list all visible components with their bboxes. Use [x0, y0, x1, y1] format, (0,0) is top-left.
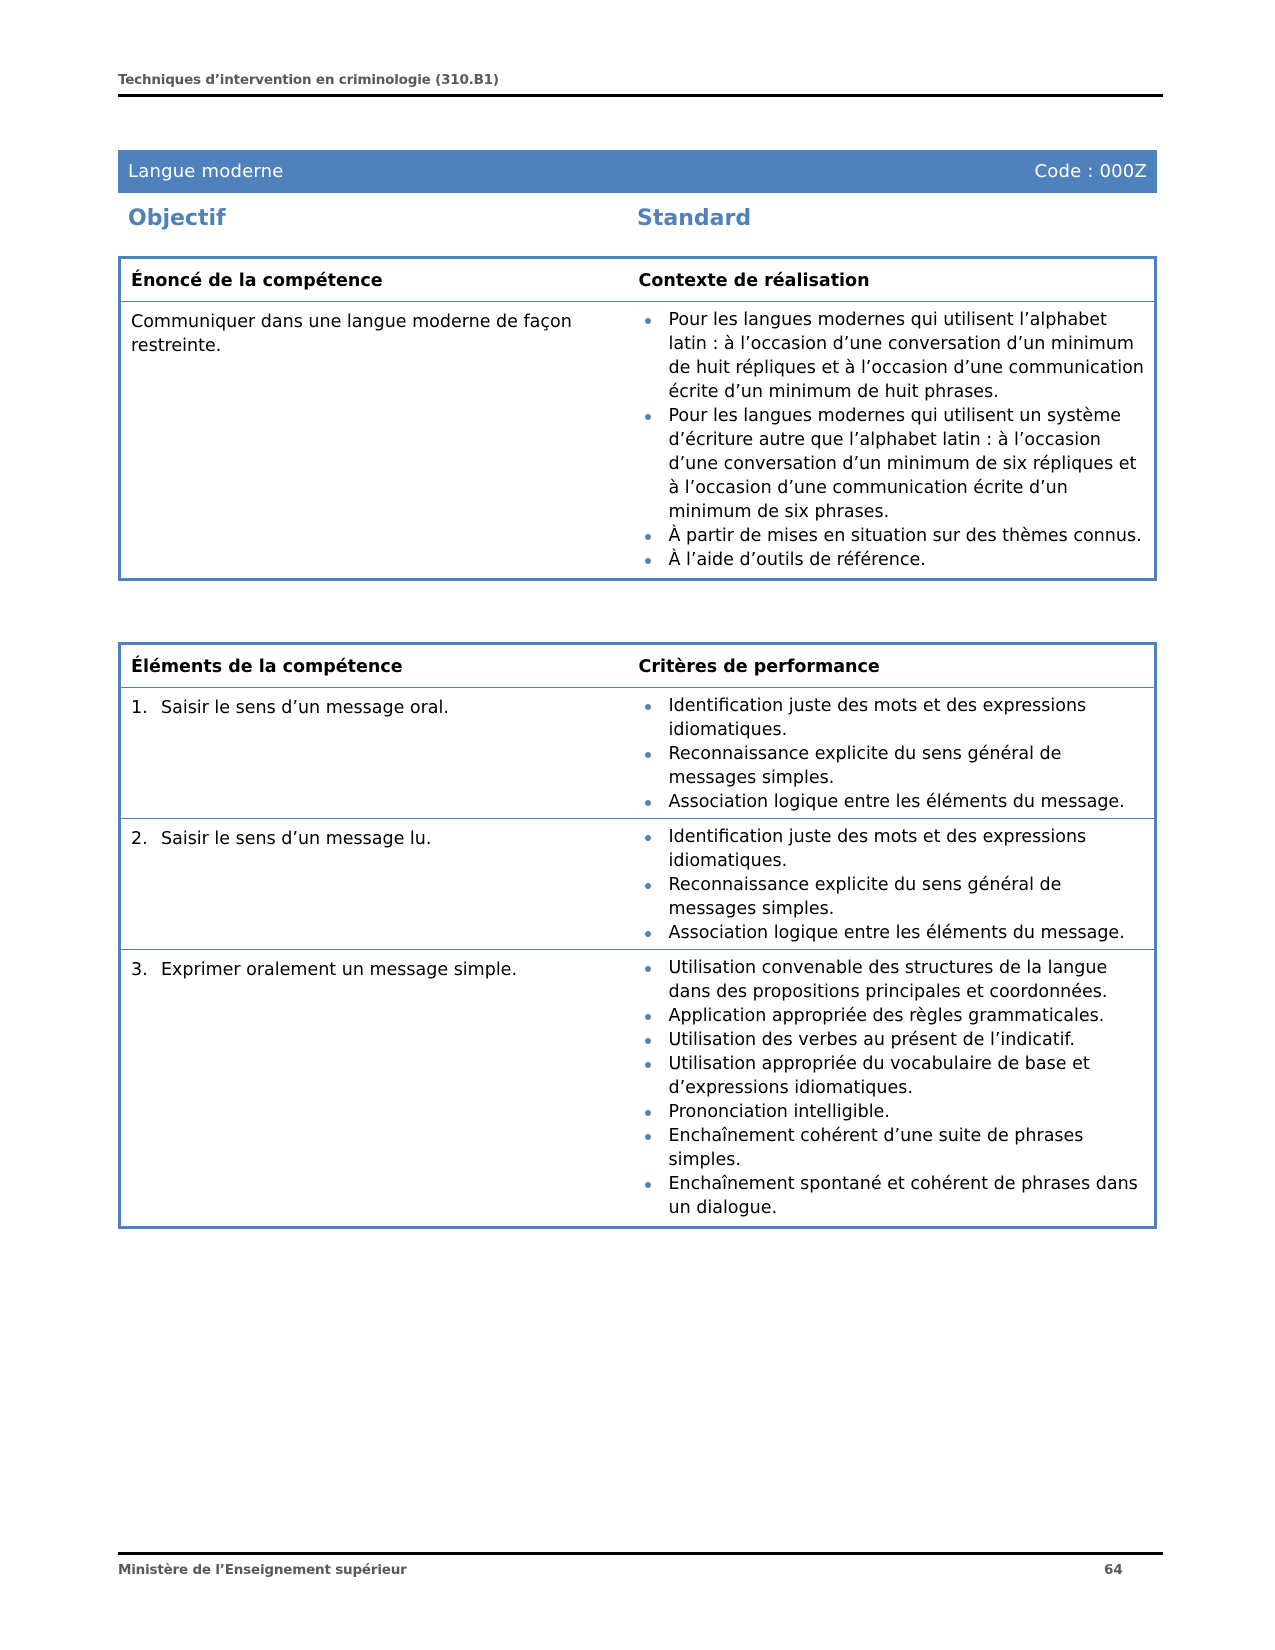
page-number: 64	[1104, 1562, 1123, 1578]
list-item: Identification juste des mots et des expressions idiomatiques.	[639, 694, 1145, 742]
enonce-text: Communiquer dans une langue moderne de façon restreinte.	[131, 312, 572, 356]
list-item: Reconnaissance explicite du sens général de messages simples.	[639, 873, 1145, 921]
elements-header: Éléments de la compétence	[120, 644, 629, 688]
enonce-table	[118, 256, 1157, 581]
list-item: Enchaînement spontané et cohérent de phrases dans un dialogue.	[639, 1172, 1145, 1220]
competency-title: Langue moderne	[128, 161, 284, 182]
criteres-list	[639, 825, 1145, 945]
header-rule	[118, 94, 1163, 97]
element-text: Saisir le sens d’un message oral.	[161, 698, 449, 718]
element-number: 2.	[131, 829, 148, 849]
table-row	[120, 950, 1156, 1228]
list-item: Pour les langues modernes qui utilisent l’alphabet latin : à l’occasion d’une conversation d’un minimum de huit répliques et à l’occasion d’une communication écrite d’un minimum de huit phrases.	[639, 308, 1145, 404]
criteres-list	[639, 956, 1145, 1220]
table-row	[120, 819, 1156, 950]
contexte-header: Contexte de réalisation	[629, 258, 1156, 302]
list-item: Reconnaissance explicite du sens général de messages simples.	[639, 742, 1145, 790]
criteres-header: Critères de performance	[629, 644, 1156, 688]
list-item: À l’aide d’outils de référence.	[639, 548, 1145, 572]
element-text: Saisir le sens d’un message lu.	[161, 829, 432, 849]
footer-ministry: Ministère de l’Enseignement supérieur	[118, 1562, 407, 1578]
competency-band	[118, 150, 1157, 193]
list-item: Application appropriée des règles grammaticales.	[639, 1004, 1145, 1028]
section-heading-standard: Standard	[637, 206, 752, 231]
list-item: Pour les langues modernes qui utilisent un système d’écriture autre que l’alphabet latin : à l’occasion d’une conversation d’un minimum de six répliques et à l’occasion d’une communication écrite d’un minimum de six phrases.	[639, 404, 1145, 524]
enonce-header: Énoncé de la compétence	[120, 258, 629, 302]
list-item: Utilisation convenable des structures de la langue dans des propositions principales et coordonnées.	[639, 956, 1145, 1004]
running-header: Techniques d’intervention en criminologie (310.B1)	[118, 72, 499, 88]
list-item: Utilisation des verbes au présent de l’indicatif.	[639, 1028, 1145, 1052]
section-heading-objectif: Objectif	[128, 206, 226, 231]
list-item: Prononciation intelligible.	[639, 1100, 1145, 1124]
elements-table	[118, 642, 1157, 1229]
table-row	[120, 688, 1156, 819]
list-item: À partir de mises en situation sur des thèmes connus.	[639, 524, 1145, 548]
list-item: Association logique entre les éléments du message.	[639, 790, 1145, 814]
element-number: 3.	[131, 960, 148, 980]
list-item: Utilisation appropriée du vocabulaire de base et d’expressions idiomatiques.	[639, 1052, 1145, 1100]
contexte-list	[639, 308, 1145, 572]
list-item: Identification juste des mots et des expressions idiomatiques.	[639, 825, 1145, 873]
element-text: Exprimer oralement un message simple.	[161, 960, 518, 980]
list-item: Enchaînement cohérent d’une suite de phrases simples.	[639, 1124, 1145, 1172]
competency-code: Code : 000Z	[1034, 161, 1147, 182]
element-number: 1.	[131, 698, 148, 718]
list-item: Association logique entre les éléments du message.	[639, 921, 1145, 945]
footer-rule	[118, 1552, 1163, 1555]
criteres-list	[639, 694, 1145, 814]
